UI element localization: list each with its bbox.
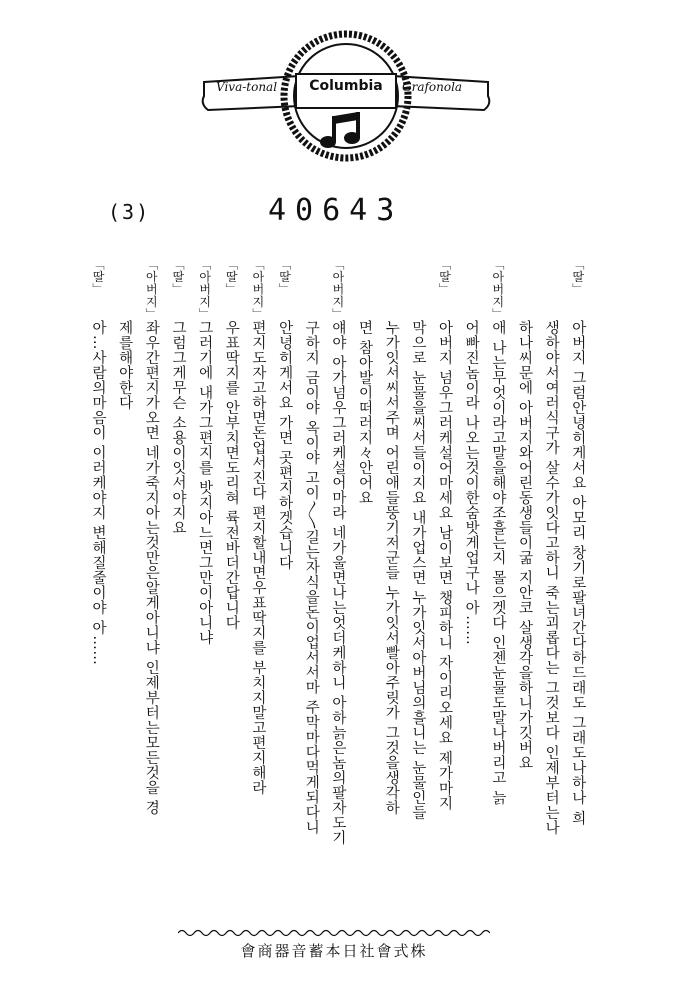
speaker-label bbox=[408, 258, 428, 320]
text-line bbox=[195, 258, 215, 918]
text-line bbox=[568, 258, 588, 918]
dialogue-text: 안녕히게서요 가면 곳편지하겟습니다 bbox=[276, 320, 293, 571]
wreath-emblem-icon bbox=[196, 24, 496, 168]
text-line bbox=[115, 258, 135, 918]
logo-brand: Columbia bbox=[309, 78, 383, 94]
text-line bbox=[515, 258, 535, 918]
dialogue-text: 아버지 그럼안녕히게서요 아모리 창기로팔녀간다하드래도 그래도나하나 희 bbox=[569, 320, 586, 826]
dialogue-text: 막으로 눈물을씨서들이지요 내가업스면 누가잇서아버님의흘니는 눈물인들 bbox=[409, 320, 426, 821]
dialogue-text: 그러기에 내가그편지를 밧지아느면그만이아니냐 bbox=[196, 320, 213, 646]
dialogue-text: 하나씨문에 아버지와어린동생들이굶 지안코 살생각을하니가깃버요 bbox=[516, 320, 533, 771]
disc-side-label: (3) bbox=[108, 200, 151, 224]
disc-number: 40643 bbox=[268, 193, 404, 228]
dialogue-text: 우표딱지를 안부치면도리혀 륙전바더간답니다 bbox=[223, 320, 240, 631]
logo-right-banner: Grafonola bbox=[402, 80, 463, 94]
text-line bbox=[301, 258, 321, 918]
dialogue-text: 면 참아발이떠러지々안어요 bbox=[356, 320, 373, 506]
company-name: 會商器音蓄本日社會式株 bbox=[240, 942, 428, 960]
text-line bbox=[435, 258, 455, 918]
dialogue-text: 그럼그게무슨 소용이잇서야지요 bbox=[169, 320, 186, 536]
speaker-label: 「딸」 bbox=[570, 258, 585, 296]
speaker-label: 「딸」 bbox=[224, 258, 239, 296]
speaker-label bbox=[515, 258, 535, 320]
speaker-label bbox=[541, 258, 561, 320]
text-line bbox=[141, 258, 161, 918]
text-line bbox=[88, 258, 108, 918]
text-line bbox=[168, 258, 188, 918]
speaker-label bbox=[461, 258, 481, 320]
text-line bbox=[488, 258, 508, 918]
speaker-label: 「아버지」 bbox=[490, 258, 505, 321]
speaker-label bbox=[115, 258, 135, 320]
speaker-label: 「딸」 bbox=[91, 258, 105, 296]
speaker-label bbox=[381, 258, 401, 320]
speaker-label: 「딸」 bbox=[277, 258, 292, 296]
speaker-label: 「아버지」 bbox=[330, 258, 345, 321]
text-line bbox=[355, 258, 375, 918]
text-line bbox=[328, 258, 348, 918]
text-line bbox=[541, 258, 561, 918]
text-line bbox=[461, 258, 481, 918]
speaker-label: 「딸」 bbox=[170, 258, 185, 296]
dialogue-text: 좌우간편지가오면 네가죽지아는것만은알게아니냐 인제부터는모든것을 경 bbox=[143, 320, 160, 816]
text-line bbox=[275, 258, 295, 918]
dialogue-text: 제를해야한다 bbox=[116, 320, 133, 410]
dialogue-text: 아…사람의마음이 이러케야지 변해질줄이야 아…… bbox=[90, 320, 106, 666]
dialogue-text: 편지도자고하면돈업서진다 편지할내면우표딱지를 부치지말고편지해라 bbox=[249, 320, 266, 796]
dialogue-text: 얘야 아가넘우그러케설어마라 네가울면나는엇더케하니 아하늙은놈의팔자도기 bbox=[329, 320, 346, 846]
lyrics-body bbox=[88, 258, 588, 918]
dialogue-text: 어빠진놈이라 나오는것이한숨밧게업구나 아…… bbox=[463, 320, 480, 646]
dialogue-text: 애 나는무엇이라고말을해야조흘는지 몰으겟다 인젠눈물도말나버리고 늙 bbox=[489, 320, 506, 806]
dialogue-text: 아버지 넘우그러케설어마세요 남이보면 챙피하니 자이리오세요 제가마지 bbox=[436, 320, 453, 811]
speaker-label bbox=[355, 258, 375, 320]
wavy-divider bbox=[178, 928, 490, 938]
dialogue-text: 구하지 금이야 옥이야 고이〳〵길는자식을돈이업서서마 주막마다먹게되다니 bbox=[303, 320, 320, 835]
speaker-label: 「아버지」 bbox=[144, 258, 159, 321]
music-note-icon bbox=[320, 112, 360, 148]
text-line bbox=[248, 258, 268, 918]
speaker-label: 「아버지」 bbox=[197, 258, 212, 321]
text-line bbox=[381, 258, 401, 918]
speaker-label bbox=[301, 258, 321, 320]
text-line bbox=[408, 258, 428, 918]
logo-left-banner: Viva-tonal bbox=[216, 80, 278, 94]
speaker-label: 「아버지」 bbox=[250, 258, 265, 321]
columbia-logo bbox=[196, 24, 496, 168]
dialogue-text: 누가잇서씨서주며 어린애들뚱기저군들 누가잇서빨아주릿가 그것을생각하 bbox=[383, 320, 400, 816]
speaker-label: 「딸」 bbox=[437, 258, 452, 296]
dialogue-text: 생하야서여러식구가 살수가잇다고하니 죽는괴롭다는 그것보다 인제부터는나 bbox=[543, 320, 560, 836]
text-line bbox=[221, 258, 241, 918]
